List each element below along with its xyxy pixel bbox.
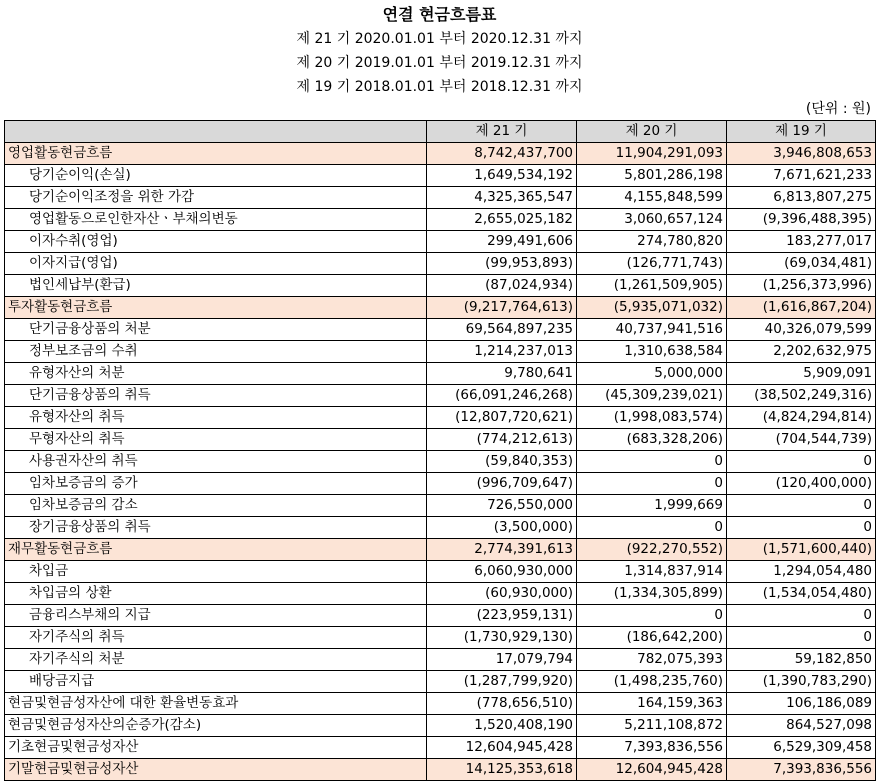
table-row [5, 231, 876, 253]
table-row [5, 605, 876, 627]
value-period-21: (774,212,613) [427, 429, 577, 451]
value-period-20: (126,771,743) [577, 253, 727, 275]
value-period-21: 2,774,391,613 [427, 539, 577, 561]
value-period-21: (1,287,799,920) [427, 671, 577, 693]
table-row [5, 209, 876, 231]
value-period-20: 782,075,393 [577, 649, 727, 671]
value-period-19: (704,544,739) [727, 429, 876, 451]
value-period-21: 1,649,534,192 [427, 165, 577, 187]
table-row [5, 539, 876, 561]
statement-title: 연결 현금흐름표 [382, 5, 497, 24]
row-label: 이자수취(영업) [5, 231, 427, 253]
row-label: 차입금 [5, 561, 427, 583]
row-label: 영업활동현금흐름 [5, 143, 427, 165]
value-period-20: 7,393,836,556 [577, 737, 727, 759]
value-period-21: 9,780,641 [427, 363, 577, 385]
period-line-20: 제 20 기 2019.01.01 부터 2019.12.31 까지 [296, 55, 583, 71]
header-account [5, 121, 427, 143]
value-period-20: (922,270,552) [577, 539, 727, 561]
row-label: 당기순이익조정을 위한 가감 [5, 187, 427, 209]
row-label: 재무활동현금흐름 [5, 539, 427, 561]
value-period-19: 1,294,054,480 [727, 561, 876, 583]
value-period-21: 8,742,437,700 [427, 143, 577, 165]
value-period-19: 3,946,808,653 [727, 143, 876, 165]
row-label: 단기금융상품의 처분 [5, 319, 427, 341]
value-period-19: 2,202,632,975 [727, 341, 876, 363]
table-row [5, 517, 876, 539]
value-period-20: 5,801,286,198 [577, 165, 727, 187]
value-period-19: (1,571,600,440) [727, 539, 876, 561]
row-label: 무형자산의 취득 [5, 429, 427, 451]
table-row [5, 319, 876, 341]
value-period-21: (223,959,131) [427, 605, 577, 627]
value-period-21: 14,125,353,618 [427, 759, 577, 781]
value-period-21: (99,953,893) [427, 253, 577, 275]
header-period-21: 제 21 기 [427, 121, 577, 143]
table-row [5, 407, 876, 429]
table-row [5, 737, 876, 759]
value-period-21: (60,930,000) [427, 583, 577, 605]
value-period-20: (45,309,239,021) [577, 385, 727, 407]
value-period-19: (1,534,054,480) [727, 583, 876, 605]
row-label: 유형자산의 처분 [5, 363, 427, 385]
row-label: 임차보증금의 감소 [5, 495, 427, 517]
row-label: 기초현금및현금성자산 [5, 737, 427, 759]
row-label: 현금및현금성자산의순증가(감소) [5, 715, 427, 737]
value-period-19: 0 [727, 627, 876, 649]
value-period-21: 12,604,945,428 [427, 737, 577, 759]
row-label: 배당금지급 [5, 671, 427, 693]
value-period-19: (69,034,481) [727, 253, 876, 275]
value-period-21: 6,060,930,000 [427, 561, 577, 583]
value-period-20: 11,904,291,093 [577, 143, 727, 165]
table-row [5, 715, 876, 737]
table-row [5, 297, 876, 319]
value-period-21: (12,807,720,621) [427, 407, 577, 429]
table-row [5, 253, 876, 275]
value-period-20: 1,310,638,584 [577, 341, 727, 363]
table-row [5, 165, 876, 187]
value-period-21: 299,491,606 [427, 231, 577, 253]
value-period-21: (996,709,647) [427, 473, 577, 495]
value-period-20: 0 [577, 517, 727, 539]
value-period-21: (66,091,246,268) [427, 385, 577, 407]
value-period-19: 59,182,850 [727, 649, 876, 671]
value-period-19: 864,527,098 [727, 715, 876, 737]
unit-label: (단위 : 원) [805, 101, 871, 117]
row-label: 이자지급(영업) [5, 253, 427, 275]
cash-flow-table [4, 120, 876, 781]
value-period-21: 4,325,365,547 [427, 187, 577, 209]
table-row [5, 583, 876, 605]
value-period-19: 0 [727, 605, 876, 627]
header-period-20: 제 20 기 [577, 121, 727, 143]
value-period-20: (1,498,235,760) [577, 671, 727, 693]
header-period-19: 제 19 기 [727, 121, 876, 143]
value-period-20: 12,604,945,428 [577, 759, 727, 781]
table-row [5, 693, 876, 715]
table-row [5, 759, 876, 781]
value-period-20: 0 [577, 451, 727, 473]
value-period-21: (3,500,000) [427, 517, 577, 539]
value-period-19: 6,813,807,275 [727, 187, 876, 209]
row-label: 기말현금및현금성자산 [5, 759, 427, 781]
table-row [5, 649, 876, 671]
value-period-20: 274,780,820 [577, 231, 727, 253]
period-line-21: 제 21 기 2020.01.01 부터 2020.12.31 까지 [296, 31, 583, 47]
value-period-20: 5,211,108,872 [577, 715, 727, 737]
value-period-21: (9,217,764,613) [427, 297, 577, 319]
row-label: 금융리스부채의 지급 [5, 605, 427, 627]
value-period-19: (120,400,000) [727, 473, 876, 495]
row-label: 자기주식의 처분 [5, 649, 427, 671]
value-period-21: 2,655,025,182 [427, 209, 577, 231]
row-label: 단기금융상품의 취득 [5, 385, 427, 407]
row-label: 차입금의 상환 [5, 583, 427, 605]
table-row [5, 429, 876, 451]
value-period-20: 5,000,000 [577, 363, 727, 385]
row-label: 당기순이익(손실) [5, 165, 427, 187]
table-row [5, 385, 876, 407]
value-period-20: 0 [577, 473, 727, 495]
value-period-20: 164,159,363 [577, 693, 727, 715]
table-row [5, 671, 876, 693]
row-label: 유형자산의 취득 [5, 407, 427, 429]
table-row [5, 341, 876, 363]
value-period-19: 183,277,017 [727, 231, 876, 253]
value-period-21: 1,520,408,190 [427, 715, 577, 737]
value-period-20: 0 [577, 605, 727, 627]
table-header-row [5, 121, 876, 143]
value-period-20: 1,314,837,914 [577, 561, 727, 583]
period-line-19: 제 19 기 2018.01.01 부터 2018.12.31 까지 [296, 79, 583, 95]
value-period-20: (5,935,071,032) [577, 297, 727, 319]
value-period-20: (186,642,200) [577, 627, 727, 649]
value-period-19: (9,396,488,395) [727, 209, 876, 231]
value-period-19: (38,502,249,316) [727, 385, 876, 407]
table-row [5, 363, 876, 385]
value-period-20: (1,261,509,905) [577, 275, 727, 297]
value-period-19: 6,529,309,458 [727, 737, 876, 759]
value-period-21: 69,564,897,235 [427, 319, 577, 341]
row-label: 법인세납부(환급) [5, 275, 427, 297]
table-row [5, 495, 876, 517]
value-period-20: 1,999,669 [577, 495, 727, 517]
row-label: 자기주식의 취득 [5, 627, 427, 649]
value-period-21: 17,079,794 [427, 649, 577, 671]
value-period-20: 40,737,941,516 [577, 319, 727, 341]
table-row [5, 561, 876, 583]
value-period-19: 40,326,079,599 [727, 319, 876, 341]
value-period-21: (1,730,929,130) [427, 627, 577, 649]
row-label: 투자활동현금흐름 [5, 297, 427, 319]
value-period-19: (1,616,867,204) [727, 297, 876, 319]
row-label: 임차보증금의 증가 [5, 473, 427, 495]
table-row [5, 275, 876, 297]
value-period-19: 7,671,621,233 [727, 165, 876, 187]
value-period-19: 7,393,836,556 [727, 759, 876, 781]
value-period-19: 106,186,089 [727, 693, 876, 715]
value-period-19: (4,824,294,814) [727, 407, 876, 429]
row-label: 정부보조금의 수취 [5, 341, 427, 363]
row-label: 현금및현금성자산에 대한 환율변동효과 [5, 693, 427, 715]
value-period-21: (59,840,353) [427, 451, 577, 473]
row-label: 사용권자산의 취득 [5, 451, 427, 473]
table-row [5, 473, 876, 495]
value-period-20: (1,334,305,899) [577, 583, 727, 605]
row-label: 영업활동으로인한자산ㆍ부채의변동 [5, 209, 427, 231]
value-period-19: 0 [727, 517, 876, 539]
table-row [5, 451, 876, 473]
value-period-20: 4,155,848,599 [577, 187, 727, 209]
value-period-21: (87,024,934) [427, 275, 577, 297]
value-period-20: (1,998,083,574) [577, 407, 727, 429]
table-row [5, 143, 876, 165]
table-row [5, 627, 876, 649]
value-period-19: 5,909,091 [727, 363, 876, 385]
value-period-20: (683,328,206) [577, 429, 727, 451]
value-period-19: 0 [727, 451, 876, 473]
row-label: 장기금융상품의 취득 [5, 517, 427, 539]
value-period-21: 726,550,000 [427, 495, 577, 517]
value-period-19: (1,390,783,290) [727, 671, 876, 693]
table-row [5, 187, 876, 209]
value-period-19: (1,256,373,996) [727, 275, 876, 297]
value-period-19: 0 [727, 495, 876, 517]
value-period-21: 1,214,237,013 [427, 341, 577, 363]
value-period-20: 3,060,657,124 [577, 209, 727, 231]
value-period-21: (778,656,510) [427, 693, 577, 715]
